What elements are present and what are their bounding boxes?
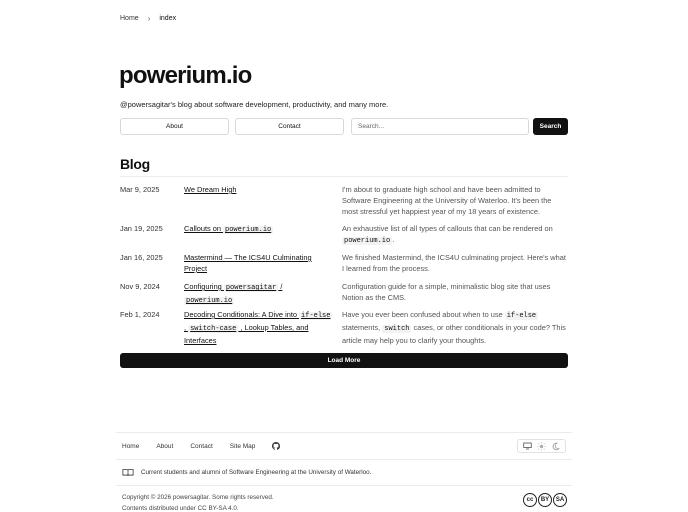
by-attribution-icon: BY bbox=[538, 493, 552, 507]
post-title-link[interactable]: Configuring powersagitar / powerium.io bbox=[184, 282, 283, 305]
breadcrumb bbox=[120, 14, 176, 23]
post-date: Jan 19, 2025 bbox=[120, 224, 163, 233]
breadcrumb-current: index bbox=[159, 15, 177, 22]
post-title-link[interactable]: We Dream High bbox=[184, 185, 237, 194]
footer-home-link[interactable]: Home bbox=[122, 442, 140, 450]
book-icon bbox=[122, 468, 134, 477]
copyright bbox=[122, 492, 274, 512]
post-date: Jan 16, 2025 bbox=[120, 253, 163, 262]
affiliation-text: Current students and alumni of Software Engineering at the University of Waterloo. bbox=[141, 469, 372, 476]
post-description: Have you ever been confused about when to use if-else statements, switch cases, or other conditionals in your code? This article may help you to clarify your thoughts. bbox=[342, 310, 566, 345]
load-more-button[interactable]: Load More bbox=[120, 353, 568, 368]
contact-button[interactable]: Contact bbox=[235, 118, 344, 135]
post-date: Nov 9, 2024 bbox=[120, 282, 160, 291]
theme-toggle bbox=[517, 439, 566, 453]
post-description: An exhaustive list of all types of callouts that can be rendered on powerium.io . bbox=[342, 224, 553, 245]
post-title-link[interactable]: Callouts on powerium.io bbox=[184, 224, 272, 234]
divider bbox=[120, 176, 568, 177]
monitor-icon[interactable] bbox=[523, 442, 532, 451]
search-button[interactable]: Search bbox=[533, 118, 568, 135]
footer-about-link[interactable]: About bbox=[156, 442, 174, 450]
post-date: Mar 9, 2025 bbox=[120, 185, 160, 194]
footer-nav bbox=[122, 442, 280, 450]
license-text: Contents distributed under CC BY-SA 4.0. bbox=[122, 505, 239, 512]
affiliation bbox=[122, 468, 371, 477]
cc-icon: cc bbox=[523, 493, 537, 507]
sun-icon[interactable] bbox=[537, 442, 546, 451]
post-description: We finished Mastermind, the ICS4U culminating project. Here's what I learned from the process. bbox=[342, 253, 566, 273]
site-title: powerium.io bbox=[119, 62, 252, 89]
chevron-right-icon: › bbox=[147, 14, 151, 23]
cc-license-badge[interactable] bbox=[523, 493, 568, 507]
divider bbox=[116, 432, 572, 433]
moon-icon[interactable] bbox=[551, 442, 560, 451]
top-nav bbox=[120, 118, 568, 135]
footer-sitemap-link[interactable]: Site Map bbox=[229, 442, 256, 450]
post-description: I'm about to graduate high school and have been admitted to Software Engineering at the University of Waterloo. It's been the most stressful yet happiest year of my 18 years of existence. bbox=[342, 185, 552, 216]
sa-sharealike-icon: SA bbox=[553, 493, 567, 507]
github-icon[interactable] bbox=[272, 442, 280, 450]
copyright-text: Copyright © 2026 powersagitar. Some rights reserved. bbox=[122, 494, 274, 501]
post-title-link[interactable]: Mastermind — The ICS4U Culminating Project bbox=[184, 253, 312, 273]
about-button[interactable]: About bbox=[120, 118, 229, 135]
divider bbox=[116, 485, 572, 486]
breadcrumb-home[interactable]: Home bbox=[120, 15, 139, 22]
search-input[interactable] bbox=[351, 118, 529, 135]
blog-heading: Blog bbox=[120, 156, 150, 172]
post-date: Feb 1, 2024 bbox=[120, 310, 160, 319]
divider bbox=[116, 459, 572, 460]
footer-contact-link[interactable]: Contact bbox=[190, 442, 213, 450]
post-description: Configuration guide for a simple, minimalistic blog site that uses Notion as the CMS. bbox=[342, 282, 551, 302]
post-title-link[interactable]: Decoding Conditionals: A Dive into if-else , switch-case , Lookup Tables, and Interfaces bbox=[184, 310, 331, 345]
site-tagline: @powersagitar's blog about software development, productivity, and many more. bbox=[120, 100, 389, 109]
